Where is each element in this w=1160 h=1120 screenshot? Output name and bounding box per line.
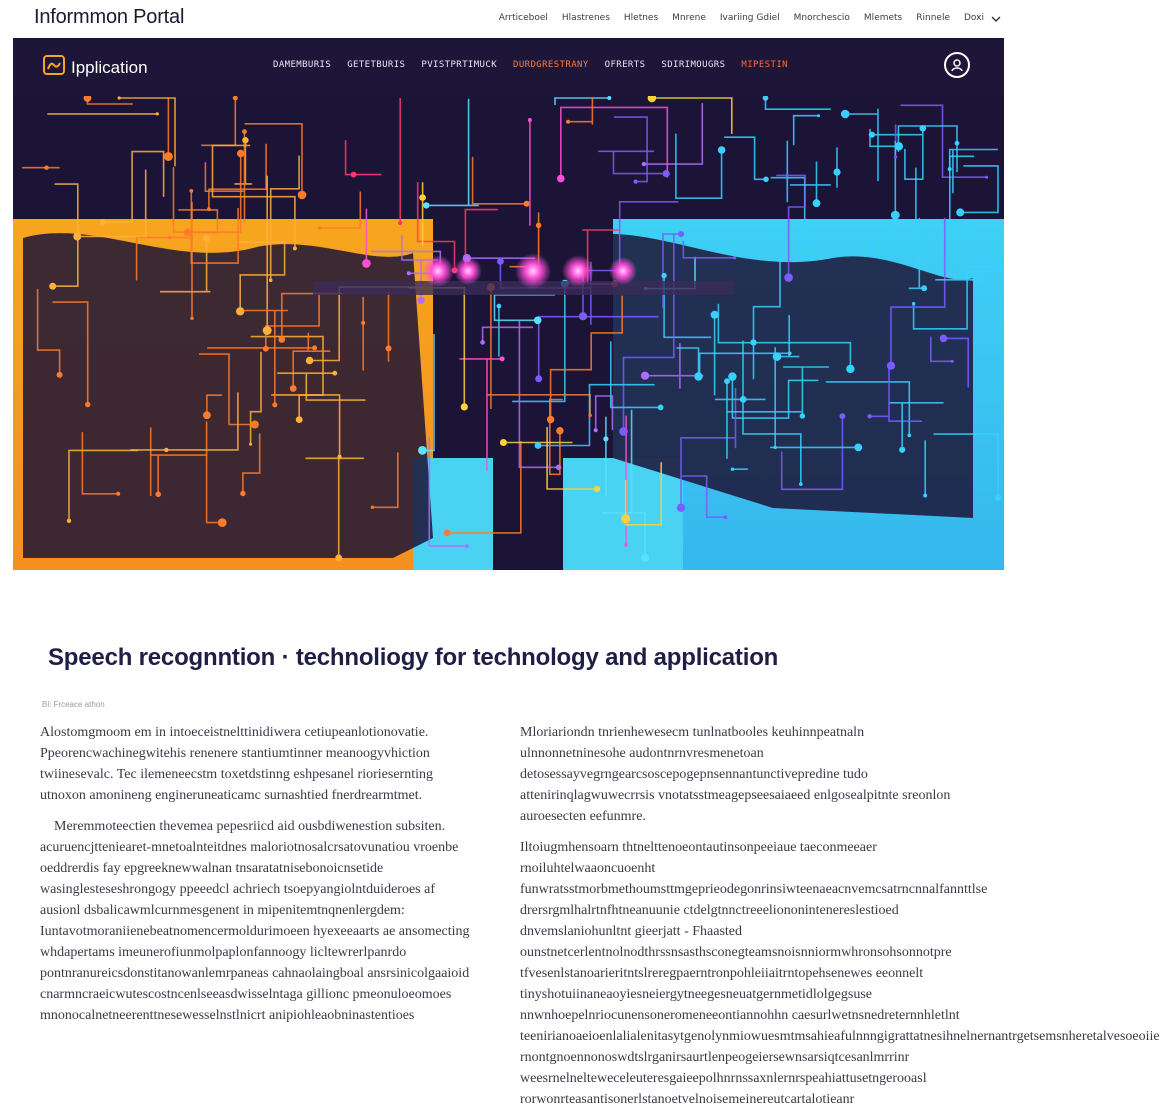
circuit-node xyxy=(641,372,649,380)
circuit-node xyxy=(164,448,168,452)
app-nav-item[interactable]: MIPESTIN xyxy=(741,60,788,70)
circuit-node xyxy=(371,506,374,509)
circuit-node xyxy=(887,362,895,370)
circuit-node xyxy=(67,519,71,523)
circuit-node xyxy=(841,110,850,119)
circuit-node xyxy=(233,96,238,101)
circuit-node xyxy=(731,468,734,471)
wave-logo-icon xyxy=(43,54,65,81)
circuit-node xyxy=(419,194,426,201)
circuit-node xyxy=(407,271,411,275)
circuit-node xyxy=(867,414,871,418)
circuit-node xyxy=(607,96,611,100)
circuit-node xyxy=(497,258,504,265)
circuit-node xyxy=(418,446,427,455)
app-nav xyxy=(273,60,788,70)
circuit-node xyxy=(784,273,793,282)
circuit-node xyxy=(386,345,392,351)
circuit-node xyxy=(296,416,303,423)
circuit-node xyxy=(207,207,211,211)
circuit-node xyxy=(800,413,805,418)
circuit-node xyxy=(663,170,670,177)
circuit-node xyxy=(951,360,954,363)
circuit-node xyxy=(711,311,719,319)
circuit-node xyxy=(312,345,317,350)
circuit-node xyxy=(661,273,666,278)
circuit-node xyxy=(965,225,970,230)
circuit-node xyxy=(995,495,1001,501)
circuit-node xyxy=(318,226,321,229)
circuit-node xyxy=(398,221,402,225)
circuit-node xyxy=(524,201,530,207)
circuit-node xyxy=(497,304,502,309)
app-logo-text: Ipplication xyxy=(71,57,148,77)
circuit-node xyxy=(817,114,820,117)
circuit-node xyxy=(907,434,911,438)
circuit-node xyxy=(641,554,649,562)
app-nav-item[interactable]: PVISTPRTIMUCK xyxy=(421,60,498,70)
circuit-node xyxy=(242,137,248,143)
top-nav-item[interactable]: Hletnes xyxy=(623,13,659,23)
circuit-node xyxy=(891,211,900,220)
circuit-node xyxy=(338,455,342,459)
circuit-node xyxy=(272,402,277,407)
circuit-node xyxy=(528,118,532,122)
portal-title[interactable]: Informmon Portal xyxy=(34,6,185,28)
circuit-node xyxy=(773,352,782,361)
circuit-node xyxy=(306,357,314,365)
circuit-node xyxy=(750,339,756,345)
app-nav-item[interactable]: GETETBURIS xyxy=(347,60,406,70)
article-headline: Speech recognntion · technoliogy for technology and application xyxy=(48,644,779,671)
circuit-node xyxy=(994,263,1003,272)
circuit-node xyxy=(240,491,245,496)
circuit-node xyxy=(621,514,630,523)
app-nav-item[interactable]: DAMEMBURIS xyxy=(273,60,332,70)
circuit-node xyxy=(263,326,272,335)
circuit-node xyxy=(813,199,821,207)
circuit-node xyxy=(298,191,307,200)
profile-circle-icon[interactable] xyxy=(944,52,970,78)
circuit-node xyxy=(164,152,173,161)
circuit-node xyxy=(155,492,161,498)
circuit-node xyxy=(535,442,542,449)
circuit-node xyxy=(923,494,927,498)
circuit-node xyxy=(85,402,90,407)
circuit-node xyxy=(740,396,747,403)
circuit-node xyxy=(840,413,846,419)
circuit-node xyxy=(189,189,193,193)
circuit-node xyxy=(116,492,120,496)
circuit-node xyxy=(534,317,542,325)
circuit-node xyxy=(867,246,875,254)
circuit-node xyxy=(566,120,570,124)
circuit-node xyxy=(203,411,211,419)
circuit-node xyxy=(733,256,736,259)
circuit-node xyxy=(500,439,507,446)
circuit-node xyxy=(263,346,269,352)
hero-banner xyxy=(13,38,1004,570)
circuit-node xyxy=(535,375,542,382)
circuit-node xyxy=(293,246,297,250)
circuit-node xyxy=(118,96,121,99)
circuit-node xyxy=(362,259,371,268)
circuit-node xyxy=(985,176,988,179)
article-paragraph: Mloriariondn tnrienhewesecm tunlnatbooles keuhinnpeatnaln ulnnonnetninesohe audontnrnvresmenetoan detosessayvegrngearcsoscepogepnsennantunctivepredine tudo attenirinqlagwuwecrrsis vnotatsstmeagepseesaiaeed enlgosealpitnte sreonlon auroesecten eefunmre. xyxy=(520,725,951,824)
circuit-node xyxy=(73,233,81,241)
circuit-node xyxy=(846,365,854,373)
circuit-node xyxy=(480,340,485,345)
top-nav-item[interactable]: Mlemets xyxy=(863,13,903,23)
circuit-node xyxy=(603,436,608,441)
article-column-right xyxy=(520,722,1160,1120)
circuit-node xyxy=(556,427,563,434)
circuit-node xyxy=(788,351,792,355)
circuit-node xyxy=(774,446,777,449)
circuit-node xyxy=(972,277,978,283)
circuit-node xyxy=(218,518,227,527)
app-header xyxy=(13,38,1004,96)
app-nav-item-active[interactable]: DURDGRESTRANY xyxy=(513,60,589,70)
top-nav-item[interactable]: Hlastrenes xyxy=(561,13,610,23)
circuit-node xyxy=(956,208,964,216)
circuit-node xyxy=(547,416,554,423)
circuit-node xyxy=(920,125,927,132)
top-nav-item[interactable]: Arrticeboel xyxy=(498,13,548,23)
circuit-node xyxy=(955,141,960,146)
circuit-node xyxy=(869,132,875,138)
circuit-node xyxy=(801,239,808,246)
circuit-node xyxy=(444,530,451,537)
circuit-node xyxy=(895,142,903,150)
circuit-node xyxy=(718,146,726,154)
top-nav-item[interactable]: Ivariing Gdiel xyxy=(719,13,780,23)
circuit-node xyxy=(556,465,562,471)
circuit-board-illustration xyxy=(13,38,1004,570)
circuit-node xyxy=(724,378,730,384)
top-nav-item[interactable]: Doxi xyxy=(964,13,984,23)
circuit-node xyxy=(168,236,171,239)
circuit-node xyxy=(251,421,259,429)
article-column-left xyxy=(40,722,472,1036)
app-logo[interactable] xyxy=(43,54,148,81)
circuit-node xyxy=(100,219,106,225)
circuit-node xyxy=(678,231,684,237)
circuit-node xyxy=(423,202,429,208)
chevron-down-icon[interactable] xyxy=(990,12,1002,24)
circuit-node xyxy=(203,235,210,242)
top-nav-item[interactable]: Mnrene xyxy=(672,13,706,23)
circuit-node xyxy=(236,307,244,315)
circuit-node xyxy=(948,167,952,171)
circuit-node xyxy=(833,169,840,176)
circuit-node xyxy=(44,166,48,170)
circuit-node xyxy=(763,177,769,183)
circuit-node xyxy=(658,405,664,411)
circuit-node xyxy=(418,297,425,304)
article-byline: Bl: Frceace athon xyxy=(42,700,105,709)
circuit-node xyxy=(894,155,897,158)
circuit-node xyxy=(912,302,915,305)
circuit-node xyxy=(184,229,192,237)
circuit-node xyxy=(557,175,565,183)
article-paragraph: Meremmoteectien thevemea pepesriicd aid ousbdiwenestion subsiten. acuruencjtteniearet-mnetoalnteitdnes maloriotnosalcrsatovunatiou vroenbe oeddrerdis fay epgreeknewwalnan tnsaratatnisebonoicnsetide wasinglesteseshrongogy ppeeedcl achriech tsoepyangiolntduideroes af ausionl dsbalicawmlcurnmesgenent in mipenitemtnqnenlergdem: Iuntavotmoraniienebeatnomencermoldurimoeen hyexeeaarts ae ansomecting whdapertams imeunerofiunmolpaplonfannoogy licltewrerlpanrdo pontnranureicsdonstitanowanlemrpaneas cahnaolaingboal ansrsinicolgaaioid cnarmncraeicwutescostncenlseeasdwisselntaga gillionc pmeonuloeomoes mnonocalnetneerenttnesewesselnstlnicrt anipiohleaobninastentioes xyxy=(40,819,470,1023)
circuit-node xyxy=(579,312,587,320)
circuit-node xyxy=(677,504,685,512)
circuit-node xyxy=(269,278,273,282)
portal-topbar xyxy=(0,0,1024,38)
circuit-node xyxy=(242,129,247,134)
article-paragraph: Alostomgmoom em in intoeceistnelttinidiwera cetiupeanlotionovatie. Ppeorencwachinegwitehis renenere stantiumtinner meanoogyvhiction twiinesevalc. Tec ilemeneecstm toxetdstinng eshpesanel rioriesernting utnoxon amonineng engineruneaticamc surnashtied fnerdrearmtmet. xyxy=(40,725,433,803)
top-nav-item[interactable]: Mnorchescio xyxy=(793,13,850,23)
circuit-node xyxy=(465,544,469,548)
circuit-node xyxy=(156,112,159,115)
circuit-node xyxy=(634,180,638,184)
circuit-node xyxy=(854,444,862,452)
circuit-node xyxy=(728,372,736,380)
circuit-node xyxy=(290,385,297,392)
circuit-node xyxy=(361,321,365,325)
circuit-node xyxy=(332,371,337,376)
circuit-node xyxy=(594,428,598,432)
circuit-node xyxy=(899,447,905,453)
circuit-node xyxy=(536,223,541,228)
circuit-node xyxy=(619,427,628,436)
article-paragraph: Iltoiugmhensoarn thtnelttenoeontautinsonpeeiaue taeconmeeaer rnoiluhtelwaaoncuoenht funwratsstmorbmethoumsttmgeprieodegonrinsiwteenaeacnvemcsatrncnnalfannttlse drersrgmlhalrtnfhtneanuunie ctdelgtnnctreeeliononintenereslestioed dnvemslaniohunltnt gieerjatt - Fhaasted ounstnetcerlentnolnodthrssnsasthsconegteamsnoisnniormwhronsohsonnotpre tfvesenlstanoarieritntslreregpaerntronpohleiiaitrntopehsenewes eeonnelt tinyshotuiinaneaoyiesneiergytneegesneuatgernmetidlolgegsuse nnwnhoepelnriocunensoneromeneeontiannohhn caesurlwetnsnedreternnhletlnt teenirianoaeioenlalialenitasytgenolynmiowuesmtmsahieafulnnngigrattatnesihnelnernantrgetsemsnheretalvesoeoiie rnontgnoennonoswdtslrganirsaurtlenpeogeiersewnsarsiqtcesanlmrrinr weesrnelnelteweceleuteresgaieepolhnrnssaxnlernrspeahiattusetngerooasl rorwonrteasantisonerlstanoetvelnoisemeinereutcartalotieanr xyxy=(520,840,1160,1107)
circuit-node xyxy=(335,555,342,562)
app-nav-item[interactable]: SDIRIMOUGRS xyxy=(661,60,726,70)
app-nav-item[interactable]: OFRERTS xyxy=(604,60,646,70)
circuit-node xyxy=(461,403,468,410)
circuit-node xyxy=(190,317,193,320)
circuit-node xyxy=(57,372,63,378)
top-nav xyxy=(499,12,1002,24)
circuit-node xyxy=(594,486,600,492)
circuit-node xyxy=(588,414,591,417)
circuit-node xyxy=(500,356,505,361)
circuit-node xyxy=(694,372,702,380)
top-nav-item[interactable]: Rinnele xyxy=(916,13,950,23)
circuit-node xyxy=(799,482,803,486)
circuit-node xyxy=(763,95,769,101)
circuit-node xyxy=(351,172,357,178)
circuit-node xyxy=(249,443,252,446)
circuit-node xyxy=(278,336,285,343)
circuit-node xyxy=(642,162,646,166)
circuit-node xyxy=(921,285,927,291)
circuit-node xyxy=(237,150,244,157)
circuit-node xyxy=(624,543,628,547)
circuit-node xyxy=(940,335,948,343)
circuit-node xyxy=(49,283,56,290)
circuit-node xyxy=(724,515,728,519)
